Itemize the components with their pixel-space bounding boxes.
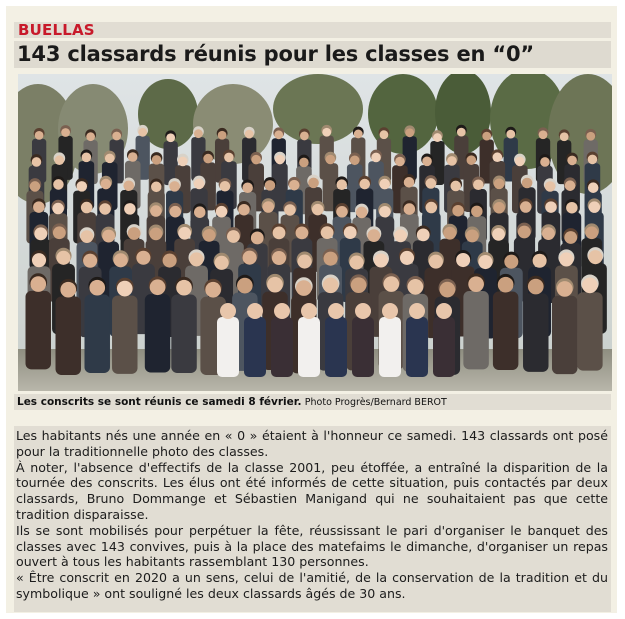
caption-text: Les conscrits se sont réunis ce samedi 8 février. — [17, 396, 302, 408]
article — [6, 6, 617, 613]
photo-credit: Photo Progrès/Bernard BEROT — [304, 397, 447, 408]
article-body — [16, 428, 608, 602]
photo-caption — [17, 394, 447, 411]
kicker-band — [14, 22, 611, 38]
paragraph: Ils se sont mobilisés pour perpétuer la fête, réussissant le pari d'organiser le banquet des classes avec 143 convives, puis à la place des matefaims le dimanche, d'organiser un repas ouvert à tous les habitants rassemblant 130 personnes. — [16, 522, 608, 570]
paragraph: « Être conscrit en 2020 a un sens, celui de l'amitié, de la conservation de la tradition et du symbolique » ont souligné les deux classards âgés de 30 ans. — [16, 570, 608, 601]
paragraph: Les habitants nés une année en « 0 » étaient à l'honneur ce samedi. 143 classards ont posé pour la traditionnelle photo des classes. — [16, 428, 608, 459]
group-photo-illustration — [18, 74, 612, 391]
group-photo — [18, 74, 612, 391]
kicker: BUELLAS — [18, 21, 95, 39]
paragraph: À noter, l'absence d'effectifs de la classe 2001, peu étoffée, a entraîné la disparition de la tournée des conscrits. Les élus ont été informés de cette situation, puis contactés par deux classards, Bruno Dommange et Sébastien Manigand qui ne souhaitaient pas que cette tradition disparaisse. — [16, 459, 608, 522]
headline: 143 classards réunis pour les classes en “0” — [17, 42, 534, 66]
